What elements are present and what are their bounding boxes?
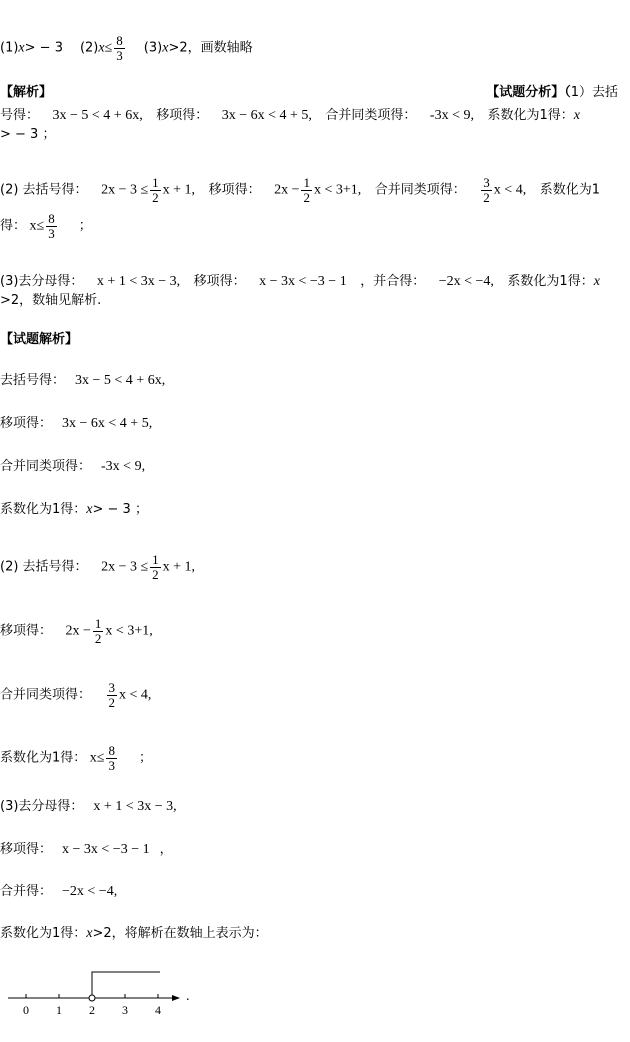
answer-part3-label: (3) [143, 40, 163, 56]
detail3-step4: 系数化为1得：x>2，将解析在数轴上表示为： [0, 926, 268, 941]
tick-label: 3 [122, 1003, 128, 1017]
analysis3-line2: >2，数轴见解析. [0, 293, 102, 308]
detail3-step1: (3)去分母得： x + 1 < 3x − 3, [0, 799, 177, 814]
tick-label: 0 [23, 1003, 29, 1017]
detail2-step2: 移项得： 2x − $\frac{1}{2}$ x < 3+1, [0, 616, 153, 646]
detail1-step2: 移项得： 3x − 6x < 4 + 5, [0, 416, 153, 431]
detail3-step2: 移项得： x − 3x < −3 − 1 ， [0, 842, 173, 857]
answer-part1-var: x [18, 40, 25, 56]
answer-tail: 画数轴略 [200, 40, 253, 56]
answer-part2-le: ≤ [104, 40, 113, 56]
analysis3-line1: (3)去分母得： x + 1 < 3x − 3, 移项得： x − 3x < −3 − 1 ，并合得： −2x < −4, 系数化为1得：x [0, 274, 600, 289]
jiexi-header: 【解析】 [0, 85, 53, 100]
number-line [0, 962, 200, 1022]
analysis-header: 【试题分析】（1）去括 [486, 85, 618, 100]
analysis1-line1: 号得： 3x − 5 < 4 + 6x, 移项得： 3x − 6x < 4 + 5, 合并同类项得： -3x < 9, 系数化为1得：x [0, 108, 580, 123]
detail1-step4: 系数化为1得：x> − 3 ； [0, 502, 148, 517]
answer-line [0, 34, 253, 63]
analysis1-line2: > − 3 ； [0, 127, 56, 142]
detail1-step3: 合并同类项得： -3x < 9, [0, 459, 146, 474]
number-line-arrow-icon [172, 995, 180, 1001]
answer-part2-var: x [98, 40, 105, 56]
open-circle [89, 995, 95, 1001]
tick-label: 1 [56, 1003, 62, 1017]
solution-ray [92, 972, 160, 995]
answer-part3-var: x [162, 40, 169, 56]
detail2-step3: 合并同类项得： $\frac{3}{2}$ x < 4, [0, 680, 152, 710]
analysis2-line2: 得： x≤ $\frac{8}{3}$ ； [0, 211, 92, 241]
trailing-period: . [186, 989, 190, 1004]
answer-part3-result: >2， [168, 40, 201, 56]
detail1-step1: 去括号得： 3x − 5 < 4 + 6x, [0, 373, 166, 388]
detail2-step1: (2) 去括号得： 2x − 3 ≤ $\frac{1}{2}$ x + 1, [0, 552, 196, 582]
analysis2-line1: (2) 去括号得： 2x − 3 ≤ $\frac{1}{2}$ x + 1, 移项得： 2x − $\frac{1}{2}$ x < 3+1, 合并同类项得： $\frac{3}{2}$ x < 4, 系数化为1 [0, 175, 600, 205]
detail2-step4: 系数化为1得： x≤ $\frac{8}{3}$ ； [0, 743, 152, 773]
answer-part1-label: (1) [0, 40, 19, 56]
tick-label: 2 [89, 1003, 95, 1017]
answer-part2-label: (2) [79, 40, 99, 56]
answer-part1-result: > − 3 [24, 40, 63, 56]
answer-part2-fraction: $\frac{8}{3}$ [116, 33, 123, 63]
tick-label: 4 [155, 1003, 161, 1017]
detail3-step3: 合并得： −2x < −4, [0, 884, 118, 899]
detail-header: 【试题解析】 [0, 332, 79, 347]
